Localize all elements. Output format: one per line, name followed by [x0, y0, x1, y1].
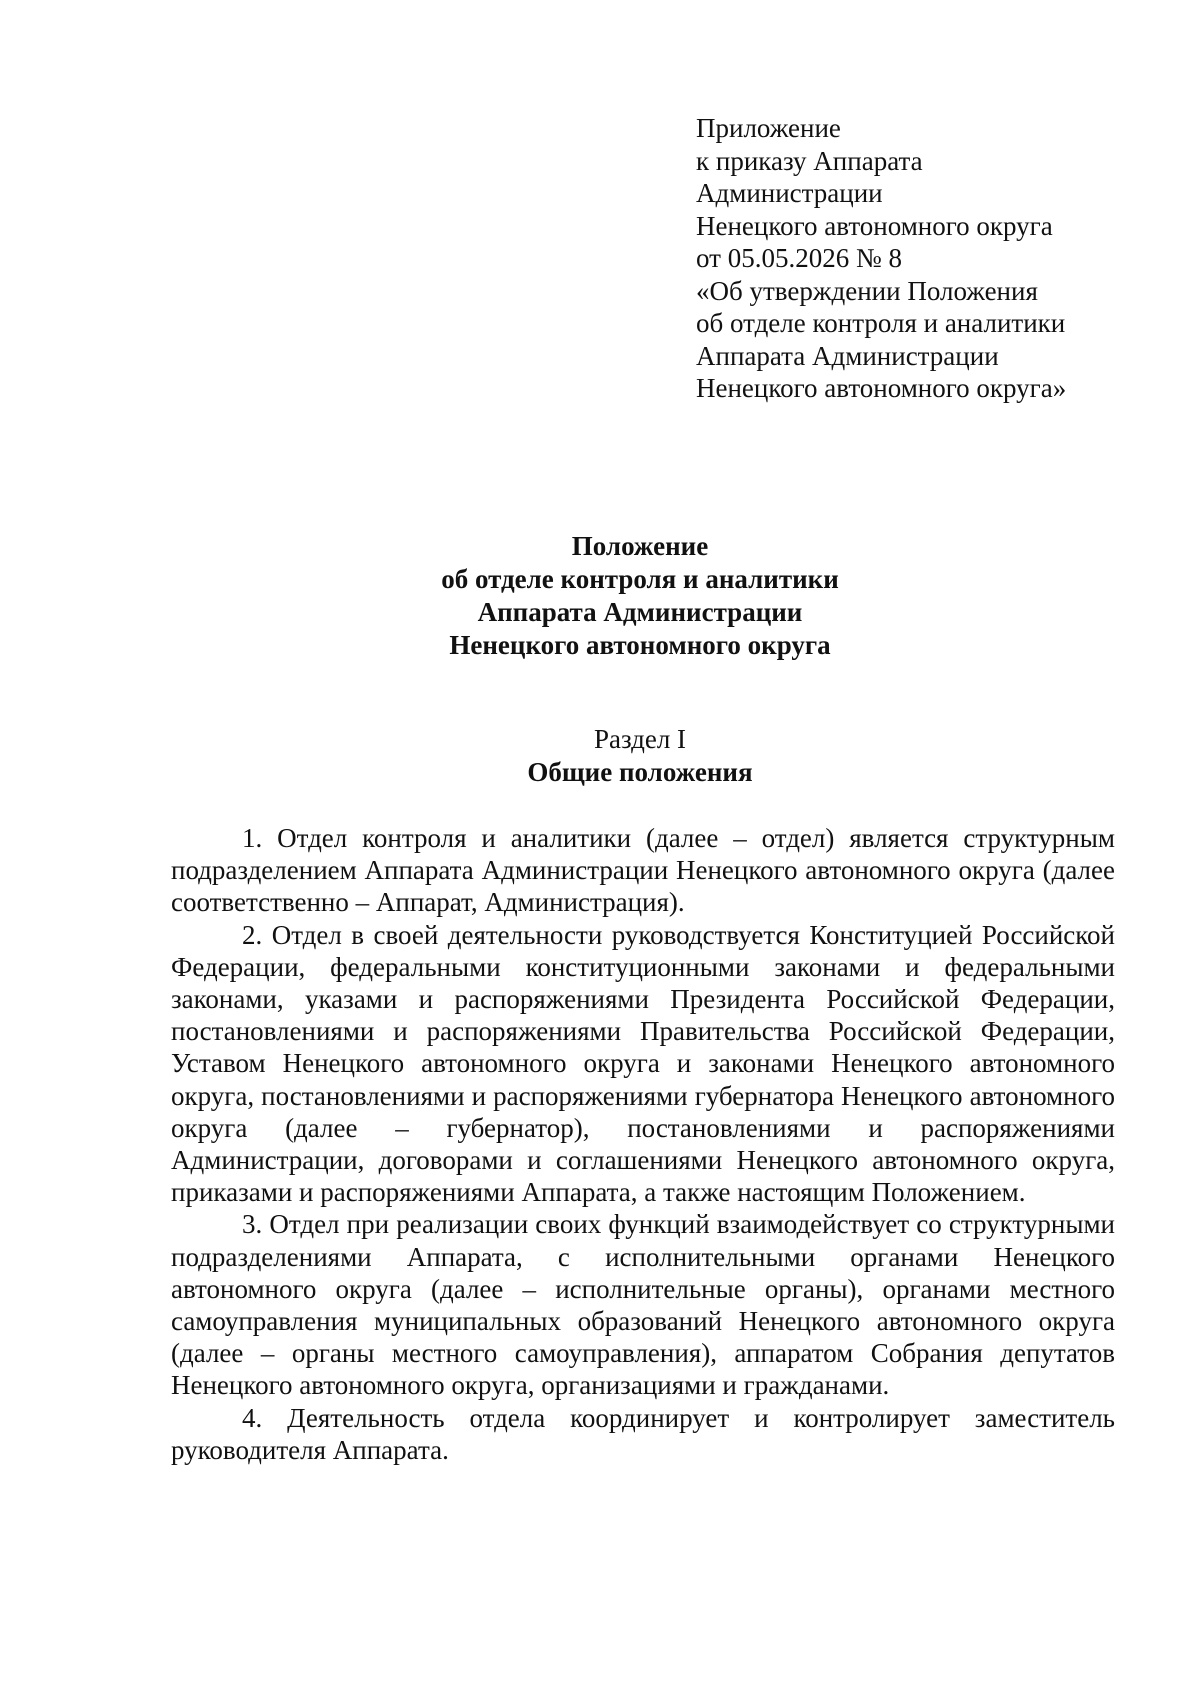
title-line: Аппарата Администрации [477, 597, 803, 627]
section-name: Общие положения [527, 757, 753, 787]
annex-line: Приложение [696, 113, 841, 143]
annex-line: Администрации [696, 178, 883, 208]
paragraph-3: 3. Отдел при реализации своих функций взаимодействует со структурными подразделениями Аппарата, с исполнительными органами Ненецкого автономного округа (далее – исполнительные органы), органами местного самоуправления муниципальных образований Ненецкого автономного округа (далее – органы местного самоуправления), аппаратом Собрания депутатов Ненецкого автономного округа, организациями и гражданами. [171, 1209, 1115, 1401]
title-line: об отделе контроля и аналитики [441, 564, 839, 594]
annex-block [696, 112, 1176, 405]
title-line: Ненецкого автономного округа [449, 630, 831, 660]
section-number: Раздел I [593, 724, 687, 754]
document-title [160, 530, 1120, 662]
title-line: Положение [571, 531, 709, 561]
paragraph-1: 1. Отдел контроля и аналитики (далее – отдел) является структурным подразделением Аппарата Администрации Ненецкого автономного округа (далее соответственно – Аппарат, Администрация). [171, 823, 1115, 918]
annex-line: от 05.05.2026 № 8 [696, 243, 902, 273]
annex-line: Ненецкого автономного округа» [696, 373, 1067, 403]
paragraph-2: 2. Отдел в своей деятельности руководствуется Конституцией Российской Федерации, федеральными конституционными законами и федеральными законами, указами и распоряжениями Президента Российской Федерации, постановлениями и распоряжениями Правительства Российской Федерации, Уставом Ненецкого автономного округа и законами Ненецкого автономного округа, постановлениями и распоряжениями губернатора Ненецкого автономного округа (далее – губернатор), постановлениями и распоряжениями Администрации, договорами и соглашениями Ненецкого автономного округа, приказами и распоряжениями Аппарата, а также настоящим Положением. [171, 919, 1115, 1208]
section-heading [160, 723, 1120, 789]
annex-line: к приказу Аппарата [696, 145, 923, 176]
paragraph-4: 4. Деятельность отдела координирует и контролирует заместитель руководителя Аппарата. [171, 1402, 1115, 1465]
annex-line: Аппарата Администрации [696, 340, 999, 371]
annex-line: об отделе контроля и аналитики [696, 308, 1066, 338]
annex-line: «Об утверждении Положения [696, 275, 1038, 306]
annex-line: Ненецкого автономного округа [696, 210, 1053, 241]
section-body [171, 822, 1115, 1466]
